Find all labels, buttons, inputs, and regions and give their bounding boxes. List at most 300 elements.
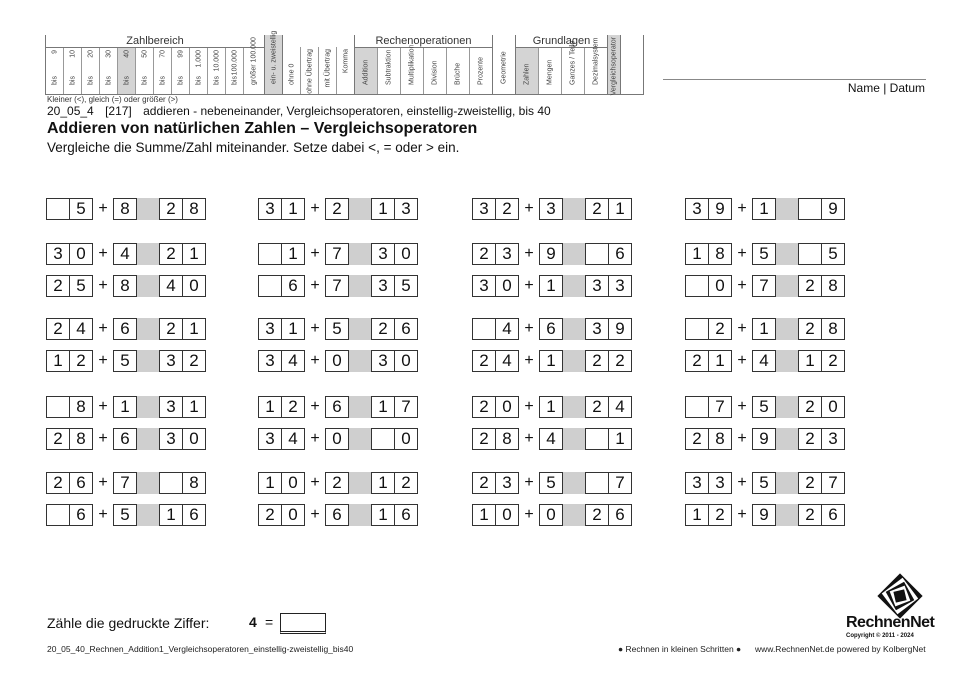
compare-ones-box: 1 (609, 198, 632, 220)
range-value: 10.000 (213, 50, 220, 72)
brand-name: RechnenNet (846, 614, 935, 631)
compare-tens-box (585, 428, 609, 450)
plus-sign: + (98, 352, 108, 369)
addend-box: 6 (325, 396, 349, 418)
range-prefix: bis (123, 76, 130, 85)
plus-sign: + (310, 474, 320, 491)
plus-sign: + (737, 474, 747, 491)
ones-digit-box: 3 (709, 472, 732, 494)
compare-ones-box: 1 (183, 396, 206, 418)
problem-row (472, 198, 632, 220)
header-column (585, 37, 607, 94)
plus-sign: + (737, 200, 747, 217)
comparison-answer-slot[interactable] (563, 428, 585, 450)
problem-row (472, 243, 632, 265)
ones-digit-box: 0 (282, 472, 305, 494)
comparison-answer-slot[interactable] (776, 198, 798, 220)
addend-box: 6 (325, 504, 349, 526)
ones-digit-box: 8 (709, 243, 732, 265)
header-column (337, 47, 354, 94)
compare-ones-box: 0 (822, 396, 845, 418)
compare-tens-box (798, 198, 822, 220)
comparison-answer-slot[interactable] (349, 275, 371, 297)
operation-label: Subtraktion (385, 49, 393, 85)
compare-tens-box: 2 (798, 428, 822, 450)
addend-box: 5 (539, 472, 563, 494)
compare-tens-box: 3 (371, 350, 395, 372)
compare-tens-box: 1 (371, 396, 395, 418)
comparison-answer-slot[interactable] (563, 504, 585, 526)
addend-box: 8 (113, 275, 137, 297)
tens-digit-box: 2 (46, 428, 70, 450)
comparison-answer-slot[interactable] (137, 350, 159, 372)
comparison-answer-slot[interactable] (563, 472, 585, 494)
addend-box: 2 (325, 198, 349, 220)
plus-sign: + (98, 320, 108, 337)
header-column (208, 48, 226, 94)
addend-box: 5 (752, 472, 776, 494)
problem-row (472, 350, 632, 372)
tens-digit-box: 3 (258, 428, 282, 450)
problem-row (685, 428, 845, 450)
compare-tens-box (798, 243, 822, 265)
plus-sign: + (310, 200, 320, 217)
header-column (355, 48, 378, 94)
ones-digit-box: 8 (70, 428, 93, 450)
header-column (82, 48, 100, 94)
tens-digit-box (685, 396, 709, 418)
compare-ones-box: 8 (822, 275, 845, 297)
comparison-answer-slot[interactable] (349, 243, 371, 265)
compare-ones-box: 2 (822, 350, 845, 372)
options-group (283, 35, 355, 94)
ones-digit-box: 8 (496, 428, 519, 450)
compare-tens-box: 2 (159, 318, 183, 340)
stellig-label: ein- u. zweistellig (270, 30, 277, 84)
range-prefix: größer 100.000 (250, 37, 258, 85)
plus-sign: + (310, 352, 320, 369)
compare-ones-box: 6 (183, 504, 206, 526)
addend-box: 0 (325, 428, 349, 450)
plus-sign: + (524, 200, 534, 217)
plus-sign: + (98, 245, 108, 262)
header-column (154, 48, 172, 94)
plus-sign: + (310, 245, 320, 262)
footer-slogan: ● Rechnen in kleinen Schritten ● (618, 644, 742, 654)
name-date-label: Name | Datum (847, 81, 925, 95)
compare-ones-box: 3 (609, 275, 632, 297)
comparison-answer-slot[interactable] (349, 472, 371, 494)
comparison-answer-slot[interactable] (349, 396, 371, 418)
grundlagen-group (516, 35, 608, 94)
problem-row (258, 396, 418, 418)
problem-row (472, 318, 632, 340)
compare-ones-box: 9 (609, 318, 632, 340)
tens-digit-box (258, 243, 282, 265)
tens-digit-box: 1 (472, 504, 496, 526)
ones-digit-box: 4 (496, 350, 519, 372)
tens-digit-box: 2 (472, 428, 496, 450)
tens-digit-box: 1 (46, 350, 70, 372)
compare-ones-box: 1 (183, 243, 206, 265)
option-label: ohne 0 (288, 63, 295, 85)
compare-ones-box: 6 (395, 318, 418, 340)
compare-tens-box: 3 (371, 275, 395, 297)
plus-sign: + (310, 506, 320, 523)
compare-tens-box: 3 (159, 396, 183, 418)
header-column (301, 47, 319, 94)
ones-digit-box: 1 (709, 350, 732, 372)
problem-row (685, 318, 845, 340)
problem-row (472, 275, 632, 297)
plus-sign: + (98, 506, 108, 523)
header-column (190, 48, 208, 94)
tens-digit-box: 1 (685, 504, 709, 526)
header-column (378, 48, 401, 94)
header-column (64, 48, 82, 94)
plus-sign: + (310, 277, 320, 294)
addend-box: 4 (113, 243, 137, 265)
operation-label: Multiplikation (408, 44, 416, 85)
compare-tens-box: 3 (585, 318, 609, 340)
plus-sign: + (737, 277, 747, 294)
addend-box: 9 (752, 428, 776, 450)
problem-row (258, 504, 418, 526)
comparison-answer-slot[interactable] (776, 350, 798, 372)
addend-box: 0 (539, 504, 563, 526)
compare-tens-box: 1 (798, 350, 822, 372)
range-value: 99 (177, 50, 184, 58)
ones-digit-box: 2 (70, 350, 93, 372)
footer-filename: 20_05_40_Rechnen_Addition1_Vergleichsoperatoren_einstellig-zweistellig_bis40 (47, 644, 354, 654)
addend-box: 3 (539, 198, 563, 220)
comparison-answer-slot[interactable] (776, 243, 798, 265)
compare-tens-box: 4 (159, 275, 183, 297)
rechenoperationen-title: Rechenoperationen (355, 35, 492, 48)
copyright: Copyright © 2011 - 2024 (846, 633, 914, 639)
addend-box: 6 (113, 318, 137, 340)
ones-digit-box: 4 (70, 318, 93, 340)
addend-box: 5 (113, 504, 137, 526)
comparison-answer-slot[interactable] (776, 504, 798, 526)
comparison-answer-slot[interactable] (776, 275, 798, 297)
compare-ones-box: 6 (609, 504, 632, 526)
compare-ones-box: 0 (395, 350, 418, 372)
compare-tens-box (585, 243, 609, 265)
page-title: Addieren von natürlichen Zahlen – Vergleichsoperatoren (47, 120, 478, 137)
option-label: ohne Übertrag (306, 49, 313, 94)
compare-tens-box: 3 (371, 243, 395, 265)
plus-sign: + (524, 506, 534, 523)
compare-tens-box: 2 (798, 275, 822, 297)
plus-sign: + (524, 430, 534, 447)
count-answer-box[interactable] (280, 613, 326, 634)
compare-ones-box: 2 (609, 350, 632, 372)
plus-sign: + (524, 277, 534, 294)
addend-box: 1 (113, 396, 137, 418)
range-value: 20 (87, 50, 94, 58)
header-column (46, 48, 64, 94)
comparison-answer-slot[interactable] (563, 396, 585, 418)
ones-digit-box: 3 (496, 243, 519, 265)
problem-row (258, 350, 418, 372)
tens-digit-box: 1 (685, 243, 709, 265)
tens-digit-box: 2 (685, 350, 709, 372)
problem-row (46, 198, 206, 220)
plus-sign: + (98, 200, 108, 217)
worksheet-meta (47, 104, 559, 118)
comparison-answer-slot[interactable] (349, 428, 371, 450)
ones-digit-box: 6 (70, 472, 93, 494)
count-digit: 4 (249, 614, 257, 630)
plus-sign: + (98, 277, 108, 294)
compare-ones-box: 2 (183, 350, 206, 372)
compare-ones-box: 0 (395, 243, 418, 265)
addend-box: 1 (539, 396, 563, 418)
plus-sign: + (524, 245, 534, 262)
compare-tens-box (371, 428, 395, 450)
option-label: Komma (342, 49, 349, 74)
compare-tens-box: 2 (585, 504, 609, 526)
tens-digit-box: 2 (685, 428, 709, 450)
problem-row (258, 428, 418, 450)
problem-row (46, 428, 206, 450)
addend-box: 5 (752, 396, 776, 418)
comparison-answer-slot[interactable] (776, 396, 798, 418)
operation-label: Division (431, 60, 439, 85)
problem-row (685, 275, 845, 297)
name-date-line[interactable] (663, 79, 926, 80)
grundlagen-label: Zahlen (523, 63, 531, 85)
problem-row (46, 472, 206, 494)
tens-digit-box: 2 (472, 472, 496, 494)
zahlbereich-group (46, 35, 264, 94)
comparison-answer-slot[interactable] (349, 198, 371, 220)
operation-label: Addition (362, 59, 370, 85)
worksheet-number: [217] (105, 104, 132, 118)
comparison-answer-slot[interactable] (776, 318, 798, 340)
problem-row (258, 275, 418, 297)
ones-digit-box: 4 (282, 350, 305, 372)
tens-digit-box: 2 (472, 350, 496, 372)
comparison-answer-slot[interactable] (137, 396, 159, 418)
plus-sign: + (98, 430, 108, 447)
addend-box: 5 (752, 243, 776, 265)
compare-tens-box: 2 (798, 396, 822, 418)
compare-ones-box: 3 (395, 198, 418, 220)
vergleichsoperator-label: Vergleichsoperator (610, 37, 618, 96)
header-column (100, 48, 118, 94)
option-label: mit Übertrag (324, 49, 331, 88)
range-prefix: bis (87, 76, 94, 85)
addend-box: 6 (539, 318, 563, 340)
addend-box: 1 (752, 318, 776, 340)
addend-box: 8 (113, 198, 137, 220)
compare-ones-box: 1 (183, 318, 206, 340)
compare-tens-box: 2 (371, 318, 395, 340)
rechnennet-logo-icon (873, 573, 927, 619)
tens-digit-box (258, 275, 282, 297)
header-column (283, 47, 301, 94)
comparison-answer-slot[interactable] (137, 428, 159, 450)
comparison-answer-slot[interactable] (563, 243, 585, 265)
ones-digit-box: 5 (70, 198, 93, 220)
ones-digit-box: 4 (282, 428, 305, 450)
compare-ones-box: 6 (609, 243, 632, 265)
problem-row (46, 396, 206, 418)
comparison-answer-slot[interactable] (137, 472, 159, 494)
plus-sign: + (98, 398, 108, 415)
comparison-answer-slot[interactable] (137, 198, 159, 220)
ones-digit-box: 0 (496, 396, 519, 418)
ones-digit-box: 7 (709, 396, 732, 418)
ones-digit-box: 5 (70, 275, 93, 297)
tens-digit-box (685, 318, 709, 340)
compare-tens-box: 2 (585, 350, 609, 372)
compare-ones-box: 8 (183, 472, 206, 494)
comparison-answer-slot[interactable] (349, 318, 371, 340)
plus-sign: + (524, 320, 534, 337)
problem-row (685, 350, 845, 372)
problem-row (46, 318, 206, 340)
vergleichsoperator-column (608, 35, 621, 94)
compare-ones-box: 3 (822, 428, 845, 450)
comparison-answer-slot[interactable] (563, 350, 585, 372)
header-column (226, 48, 244, 94)
legend-text: Kleiner (<), gleich (=) oder größer (>) (47, 95, 178, 104)
compare-ones-box: 0 (183, 275, 206, 297)
addend-box: 9 (539, 243, 563, 265)
compare-ones-box: 5 (395, 275, 418, 297)
range-prefix: bis (105, 76, 112, 85)
comparison-answer-slot[interactable] (137, 504, 159, 526)
range-prefix: bis (213, 76, 220, 85)
compare-tens-box: 2 (159, 243, 183, 265)
comparison-answer-slot[interactable] (349, 350, 371, 372)
problem-row (472, 472, 632, 494)
range-value: 9 (51, 50, 58, 54)
compare-tens-box: 2 (585, 198, 609, 220)
compare-tens-box: 2 (159, 198, 183, 220)
compare-ones-box: 0 (395, 428, 418, 450)
plus-sign: + (524, 474, 534, 491)
zahlbereich-title: Zahlbereich (46, 35, 264, 48)
addend-box: 5 (113, 350, 137, 372)
header-column (539, 48, 562, 94)
addend-box: 7 (113, 472, 137, 494)
compare-tens-box: 1 (371, 198, 395, 220)
tens-digit-box: 2 (472, 243, 496, 265)
range-value: 30 (105, 50, 112, 58)
header-column (118, 48, 136, 94)
comparison-answer-slot[interactable] (776, 472, 798, 494)
grundlagen-label: Ganzes / Teile (569, 40, 577, 85)
problem-row (46, 504, 206, 526)
tens-digit-box: 3 (258, 350, 282, 372)
tens-digit-box (46, 504, 70, 526)
ones-digit-box: 0 (709, 275, 732, 297)
classification-table (45, 30, 644, 96)
problem-row (685, 396, 845, 418)
compare-tens-box: 2 (585, 396, 609, 418)
ones-digit-box: 8 (709, 428, 732, 450)
tens-digit-box: 1 (258, 396, 282, 418)
compare-tens-box: 3 (585, 275, 609, 297)
addend-box: 9 (752, 504, 776, 526)
addend-box: 4 (752, 350, 776, 372)
comparison-answer-slot[interactable] (137, 275, 159, 297)
operation-label: Brüche (454, 62, 462, 85)
compare-ones-box: 5 (822, 243, 845, 265)
plus-sign: + (737, 398, 747, 415)
addend-box: 2 (325, 472, 349, 494)
compare-ones-box: 7 (609, 472, 632, 494)
range-value: 50 (141, 50, 148, 58)
footer-site: www.RechnenNet.de powered by KolbergNet (755, 644, 926, 654)
comparison-answer-slot[interactable] (776, 428, 798, 450)
comparison-answer-slot[interactable] (563, 318, 585, 340)
ones-digit-box: 2 (709, 318, 732, 340)
range-prefix: bis (69, 76, 76, 85)
compare-tens-box: 2 (798, 318, 822, 340)
instruction: Vergleiche die Summe/Zahl miteinander. Setze dabei <, = oder > ein. (47, 140, 460, 155)
problem-row (46, 275, 206, 297)
comparison-answer-slot[interactable] (137, 243, 159, 265)
problem-row (258, 243, 418, 265)
compare-tens-box (585, 472, 609, 494)
addend-box: 1 (752, 198, 776, 220)
addend-box: 7 (325, 243, 349, 265)
compare-tens-box: 1 (371, 472, 395, 494)
range-prefix: bis (231, 76, 238, 85)
comparison-answer-slot[interactable] (563, 275, 585, 297)
problem-row (472, 504, 632, 526)
tens-digit-box (46, 198, 70, 220)
ones-digit-box: 2 (282, 396, 305, 418)
ones-digit-box: 3 (496, 472, 519, 494)
header-column (470, 48, 492, 94)
tens-digit-box: 3 (258, 318, 282, 340)
compare-tens-box: 2 (798, 472, 822, 494)
ones-digit-box: 6 (282, 275, 305, 297)
addend-box: 7 (752, 275, 776, 297)
tens-digit-box: 3 (46, 243, 70, 265)
plus-sign: + (310, 398, 320, 415)
header-column (319, 47, 337, 94)
comparison-answer-slot[interactable] (137, 318, 159, 340)
problem-row (46, 243, 206, 265)
ones-digit-box: 4 (496, 318, 519, 340)
tens-digit-box: 2 (258, 504, 282, 526)
tens-digit-box: 3 (685, 198, 709, 220)
grundlagen-label: Dezimalsystem (592, 37, 600, 85)
ones-digit-box: 1 (282, 198, 305, 220)
problem-row (685, 198, 845, 220)
problem-row (685, 243, 845, 265)
ones-digit-box: 0 (496, 504, 519, 526)
comparison-answer-slot[interactable] (563, 198, 585, 220)
comparison-answer-slot[interactable] (349, 504, 371, 526)
header-column (401, 44, 424, 94)
plus-sign: + (737, 352, 747, 369)
tens-digit-box: 1 (258, 472, 282, 494)
header-column (244, 37, 264, 94)
compare-ones-box: 9 (822, 198, 845, 220)
tens-digit-box (46, 396, 70, 418)
addend-box: 5 (325, 318, 349, 340)
range-value: 70 (159, 50, 166, 58)
compare-ones-box: 1 (609, 428, 632, 450)
